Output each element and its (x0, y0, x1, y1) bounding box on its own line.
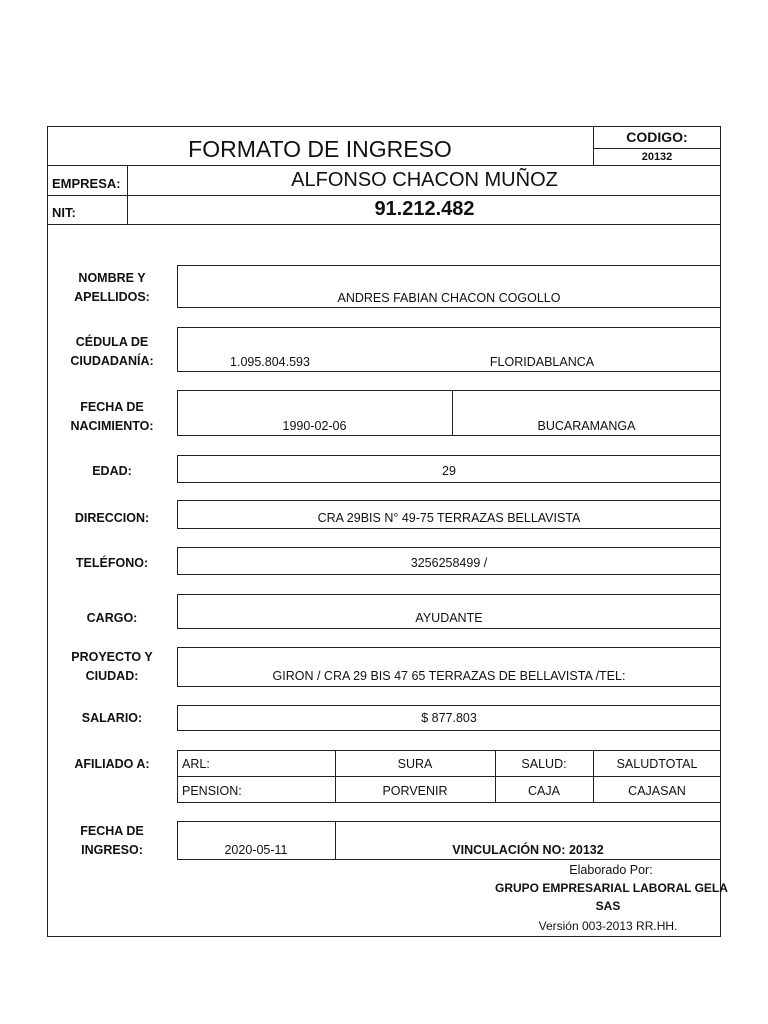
direccion-value: CRA 29BIS N° 49-75 TERRAZAS BELLAVISTA (317, 511, 581, 525)
caja-label: CAJA (528, 784, 560, 798)
empresa-divider (47, 195, 721, 196)
caja-value[interactable]: CAJASAN (628, 784, 686, 798)
cedula-value: 1.095.804.593 (230, 355, 310, 369)
nombre-value: ANDRES FABIAN CHACON COGOLLO (337, 291, 561, 305)
empresa-value: ALFONSO CHACON MUÑOZ (291, 169, 558, 191)
salario-label: SALARIO: (81, 711, 143, 725)
ingreso-value: 2020-05-11 (224, 843, 288, 857)
form-border (47, 126, 728, 937)
pension-label: PENSION: (182, 784, 242, 798)
vinculacion-number: VINCULACIÓN NO: 20132 (452, 843, 604, 857)
telefono-value: 3256258499 / (410, 556, 488, 570)
cedula-label: CÉDULA DE CIUDADANÍA: (70, 335, 154, 368)
nit-value: 91.212.482 (374, 198, 475, 220)
codigo-value: 20132 (641, 151, 673, 163)
version-text: Versión 003-2013 RR.HH. (538, 919, 678, 933)
direccion-label: DIRECCION: (74, 511, 150, 525)
nacimiento-city: BUCARAMANGA (537, 419, 636, 433)
salario-value: $ 877.803 (421, 711, 477, 725)
empresa-label: EMPRESA: (52, 176, 121, 191)
elaborado-company-line-1: GRUPO EMPRESARIAL LABORAL GELA (495, 881, 728, 895)
arl-value[interactable]: SURA (397, 757, 433, 771)
page-title: FORMATO DE INGRESO (188, 136, 452, 162)
header-divider (47, 165, 721, 166)
proyecto-value: GIRON / CRA 29 BIS 47 65 TERRAZAS DE BELLAVISTA /TEL: (272, 669, 626, 683)
nit-label: NIT: (52, 205, 76, 220)
salud-label: SALUD: (521, 757, 567, 771)
edad-value: 29 (442, 464, 456, 478)
elaborado-label: Elaborado Por: (569, 863, 653, 877)
edad-label: EDAD: (92, 464, 132, 478)
afiliado-label: AFILIADO A: (74, 757, 150, 771)
nombre-label: NOMBRE Y APELLIDOS: (74, 271, 150, 304)
elaborado-company-line-2: SAS (595, 899, 621, 913)
codigo-label: CODIGO: (626, 129, 688, 145)
cedula-city: FLORIDABLANCA (489, 355, 595, 369)
afiliado-row-divider (177, 776, 721, 777)
ingreso-label: FECHA DE INGRESO: (80, 824, 144, 857)
arl-label: ARL: (182, 757, 210, 771)
salud-value[interactable]: SALUDTOTAL (616, 757, 698, 771)
telefono-label: TELÉFONO: (75, 556, 149, 570)
codigo-divider-h (593, 148, 721, 149)
cargo-label: CARGO: (86, 611, 138, 625)
proyecto-label: PROYECTO Y CIUDAD: (71, 650, 153, 683)
pension-value[interactable]: PORVENIR (382, 784, 448, 798)
cargo-value: AYUDANTE (415, 611, 483, 625)
nacimiento-value: 1990-02-06 (282, 419, 347, 433)
nacimiento-label: FECHA DE NACIMIENTO: (70, 400, 154, 433)
nit-divider (47, 224, 721, 225)
